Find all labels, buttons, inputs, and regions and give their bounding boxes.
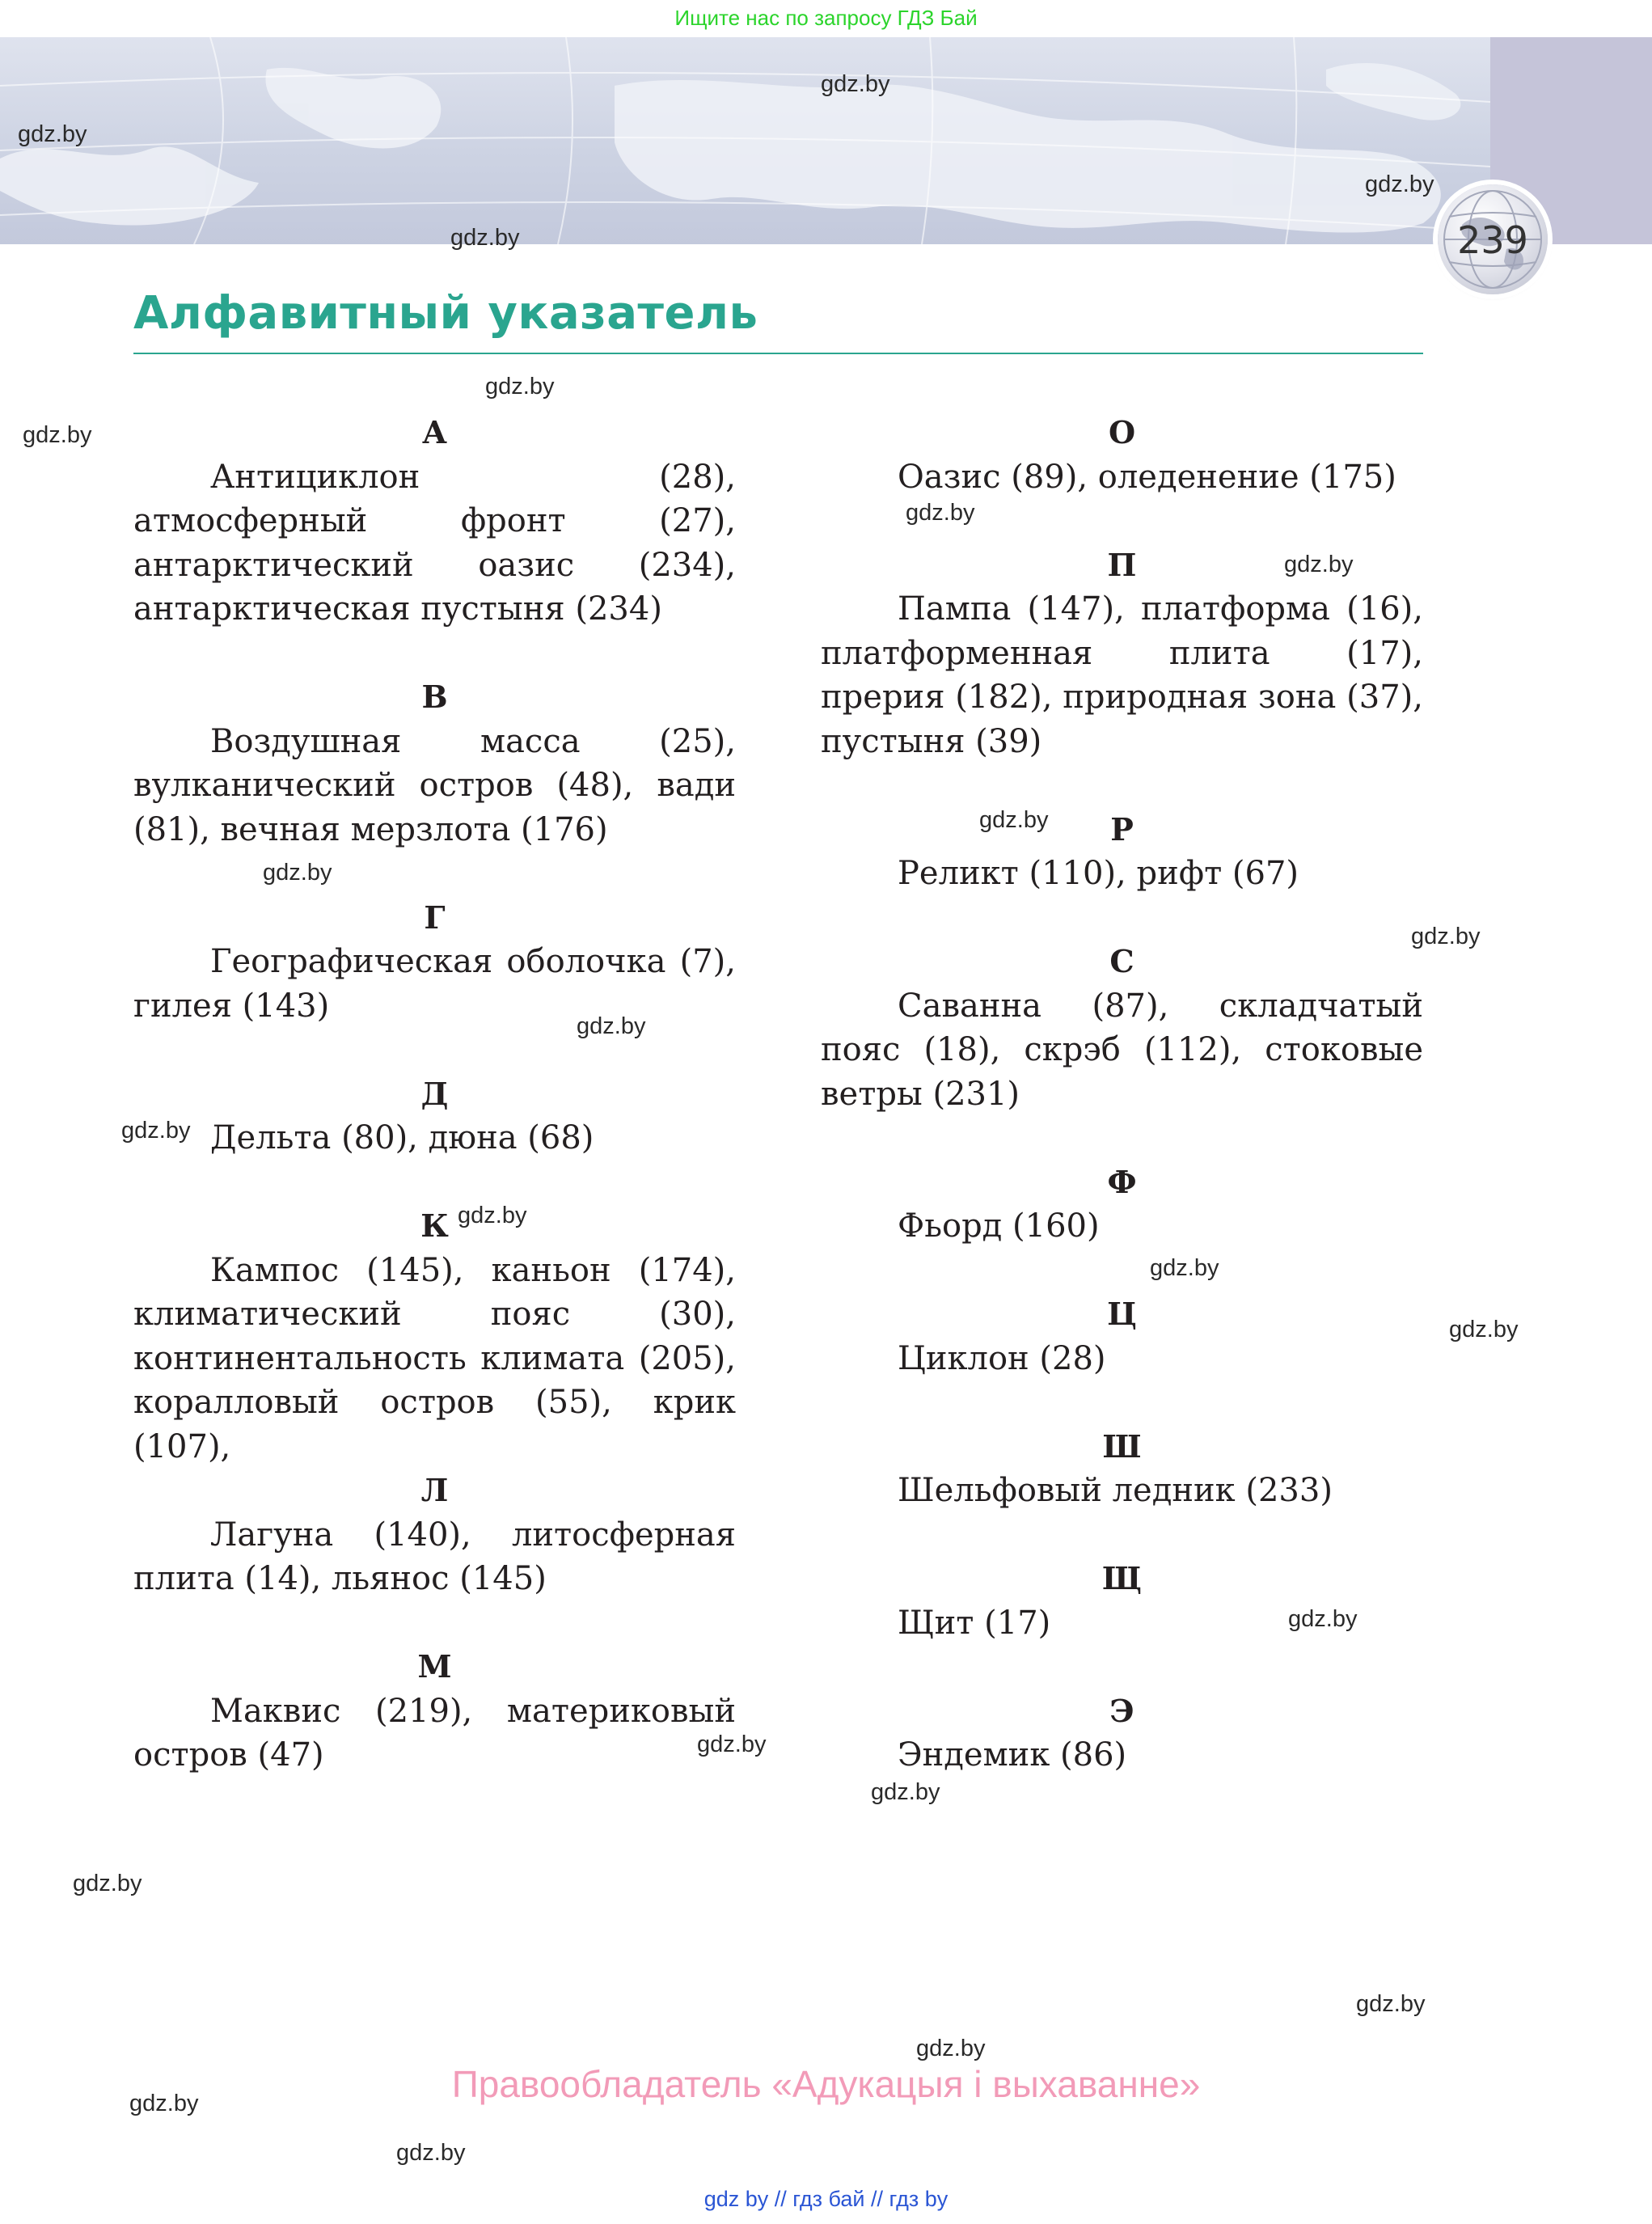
index-section-f: [821, 1161, 1423, 1249]
watermark: gdz.by: [450, 225, 520, 251]
header-map-image: [0, 37, 1490, 244]
index-section-g: [133, 896, 736, 1029]
section-letter: К: [420, 1207, 449, 1244]
watermark: gdz.by: [263, 860, 332, 886]
section-entries: Шельфовый ледник (233): [898, 1472, 1333, 1509]
watermark: gdz.by: [1411, 924, 1481, 949]
index-section-ts: [821, 1292, 1423, 1380]
section-entries: Щит (17): [898, 1604, 1051, 1642]
section-letter: Ф: [1107, 1163, 1137, 1200]
section-letter: Г: [424, 898, 446, 936]
section-letter: С: [1109, 943, 1134, 979]
index-section-a: [133, 411, 736, 632]
watermark: gdz.by: [1365, 171, 1434, 197]
section-letter: М: [417, 1648, 452, 1685]
index-section-o: [821, 411, 1423, 499]
index-column-left: [133, 411, 736, 1778]
section-entries: Дельта (80), дюна (68): [210, 1119, 594, 1156]
watermark: gdz.by: [1150, 1255, 1219, 1281]
section-letter: П: [1107, 546, 1137, 583]
section-entries: Кампос (145), каньон (174), климатический пояс (30), континентальность климата (205), коралловый остров (55), крик (107),: [133, 1251, 736, 1465]
page-number: 239: [1457, 218, 1528, 262]
index-section-r: [821, 808, 1423, 896]
watermark: gdz.by: [73, 1871, 142, 1896]
watermark: gdz.by: [906, 500, 975, 526]
watermark: gdz.by: [577, 1013, 646, 1039]
index-section-d: [133, 1072, 736, 1161]
title-underline: [133, 353, 1423, 354]
index-section-e: [821, 1689, 1423, 1778]
index-section-v: [133, 675, 736, 852]
watermark: gdz.by: [396, 2140, 466, 2166]
section-entries: Фьорд (160): [898, 1207, 1100, 1245]
section-letter: Д: [420, 1075, 449, 1112]
section-letter: Ц: [1107, 1296, 1137, 1332]
watermark: gdz.by: [916, 2036, 986, 2061]
section-entries: Реликт (110), рифт (67): [898, 855, 1299, 892]
section-entries: Циклон (28): [898, 1339, 1106, 1377]
watermark: gdz.by: [485, 374, 555, 400]
watermark: gdz.by: [697, 1731, 767, 1757]
watermark: gdz.by: [1284, 552, 1354, 577]
page-title: Алфавитный указатель: [133, 287, 758, 340]
index-section-m: [133, 1645, 736, 1778]
section-letter: Щ: [1101, 1560, 1143, 1596]
section-entries: Антициклон (28), атмосферный фронт (27), антарктический оазис (234), антарктическая пустыня (234): [133, 458, 736, 628]
index-section-k: [133, 1204, 736, 1465]
section-entries: Лагуна (140), литосферная плита (14), льянос (145): [133, 1516, 736, 1597]
section-entries: Географическая оболочка (7), гилея (143): [133, 943, 736, 1025]
section-entries: Маквис (219), материковый остров (47): [133, 1692, 736, 1774]
watermark: gdz.by: [1356, 1991, 1426, 2017]
section-entries: Воздушная масса (25), вулканический остров (48), вади (81), вечная мерзлота (176): [133, 722, 736, 848]
watermark: gdz.by: [121, 1118, 191, 1144]
watermark: gdz.by: [979, 807, 1049, 833]
section-letter: А: [422, 414, 447, 450]
footer-links[interactable]: gdz by // гдз бай // гдз by: [703, 2187, 949, 2211]
section-entries: Эндемик (86): [898, 1736, 1127, 1774]
section-letter: Л: [420, 1472, 449, 1508]
index-section-l: [133, 1469, 736, 1601]
copyright-notice: Правообладатель «Адукацыя і выхаванне»: [451, 2063, 1201, 2105]
watermark: gdz.by: [1288, 1606, 1358, 1632]
section-letter: Ш: [1102, 1427, 1142, 1465]
index-section-sh: [821, 1425, 1423, 1513]
watermark: gdz.by: [18, 121, 87, 147]
section-letter: О: [1108, 414, 1136, 450]
section-entries: Пампа (147), платформа (16), платформенная плита (17), прерия (182), природная зона (37), пустыня (39): [821, 590, 1423, 760]
top-banner[interactable]: Ищите нас по запросу ГДЗ Бай: [674, 6, 978, 30]
watermark: gdz.by: [129, 2091, 199, 2116]
index-section-s: [821, 940, 1423, 1116]
section-letter: В: [421, 679, 448, 715]
section-entries: Саванна (87), складчатый пояс (18), скрэб (112), стоковые ветры (231): [821, 987, 1423, 1113]
world-map-decoration: [0, 37, 1490, 244]
section-letter: Р: [1110, 810, 1134, 848]
watermark: gdz.by: [23, 422, 92, 448]
watermark: gdz.by: [871, 1779, 940, 1805]
index-column-right: [821, 411, 1423, 1778]
watermark: gdz.by: [821, 71, 890, 97]
watermark: gdz.by: [458, 1203, 527, 1228]
section-entries: Оазис (89), оледенение (175): [898, 458, 1396, 496]
section-letter: Э: [1109, 1692, 1134, 1729]
watermark: gdz.by: [1449, 1317, 1519, 1342]
